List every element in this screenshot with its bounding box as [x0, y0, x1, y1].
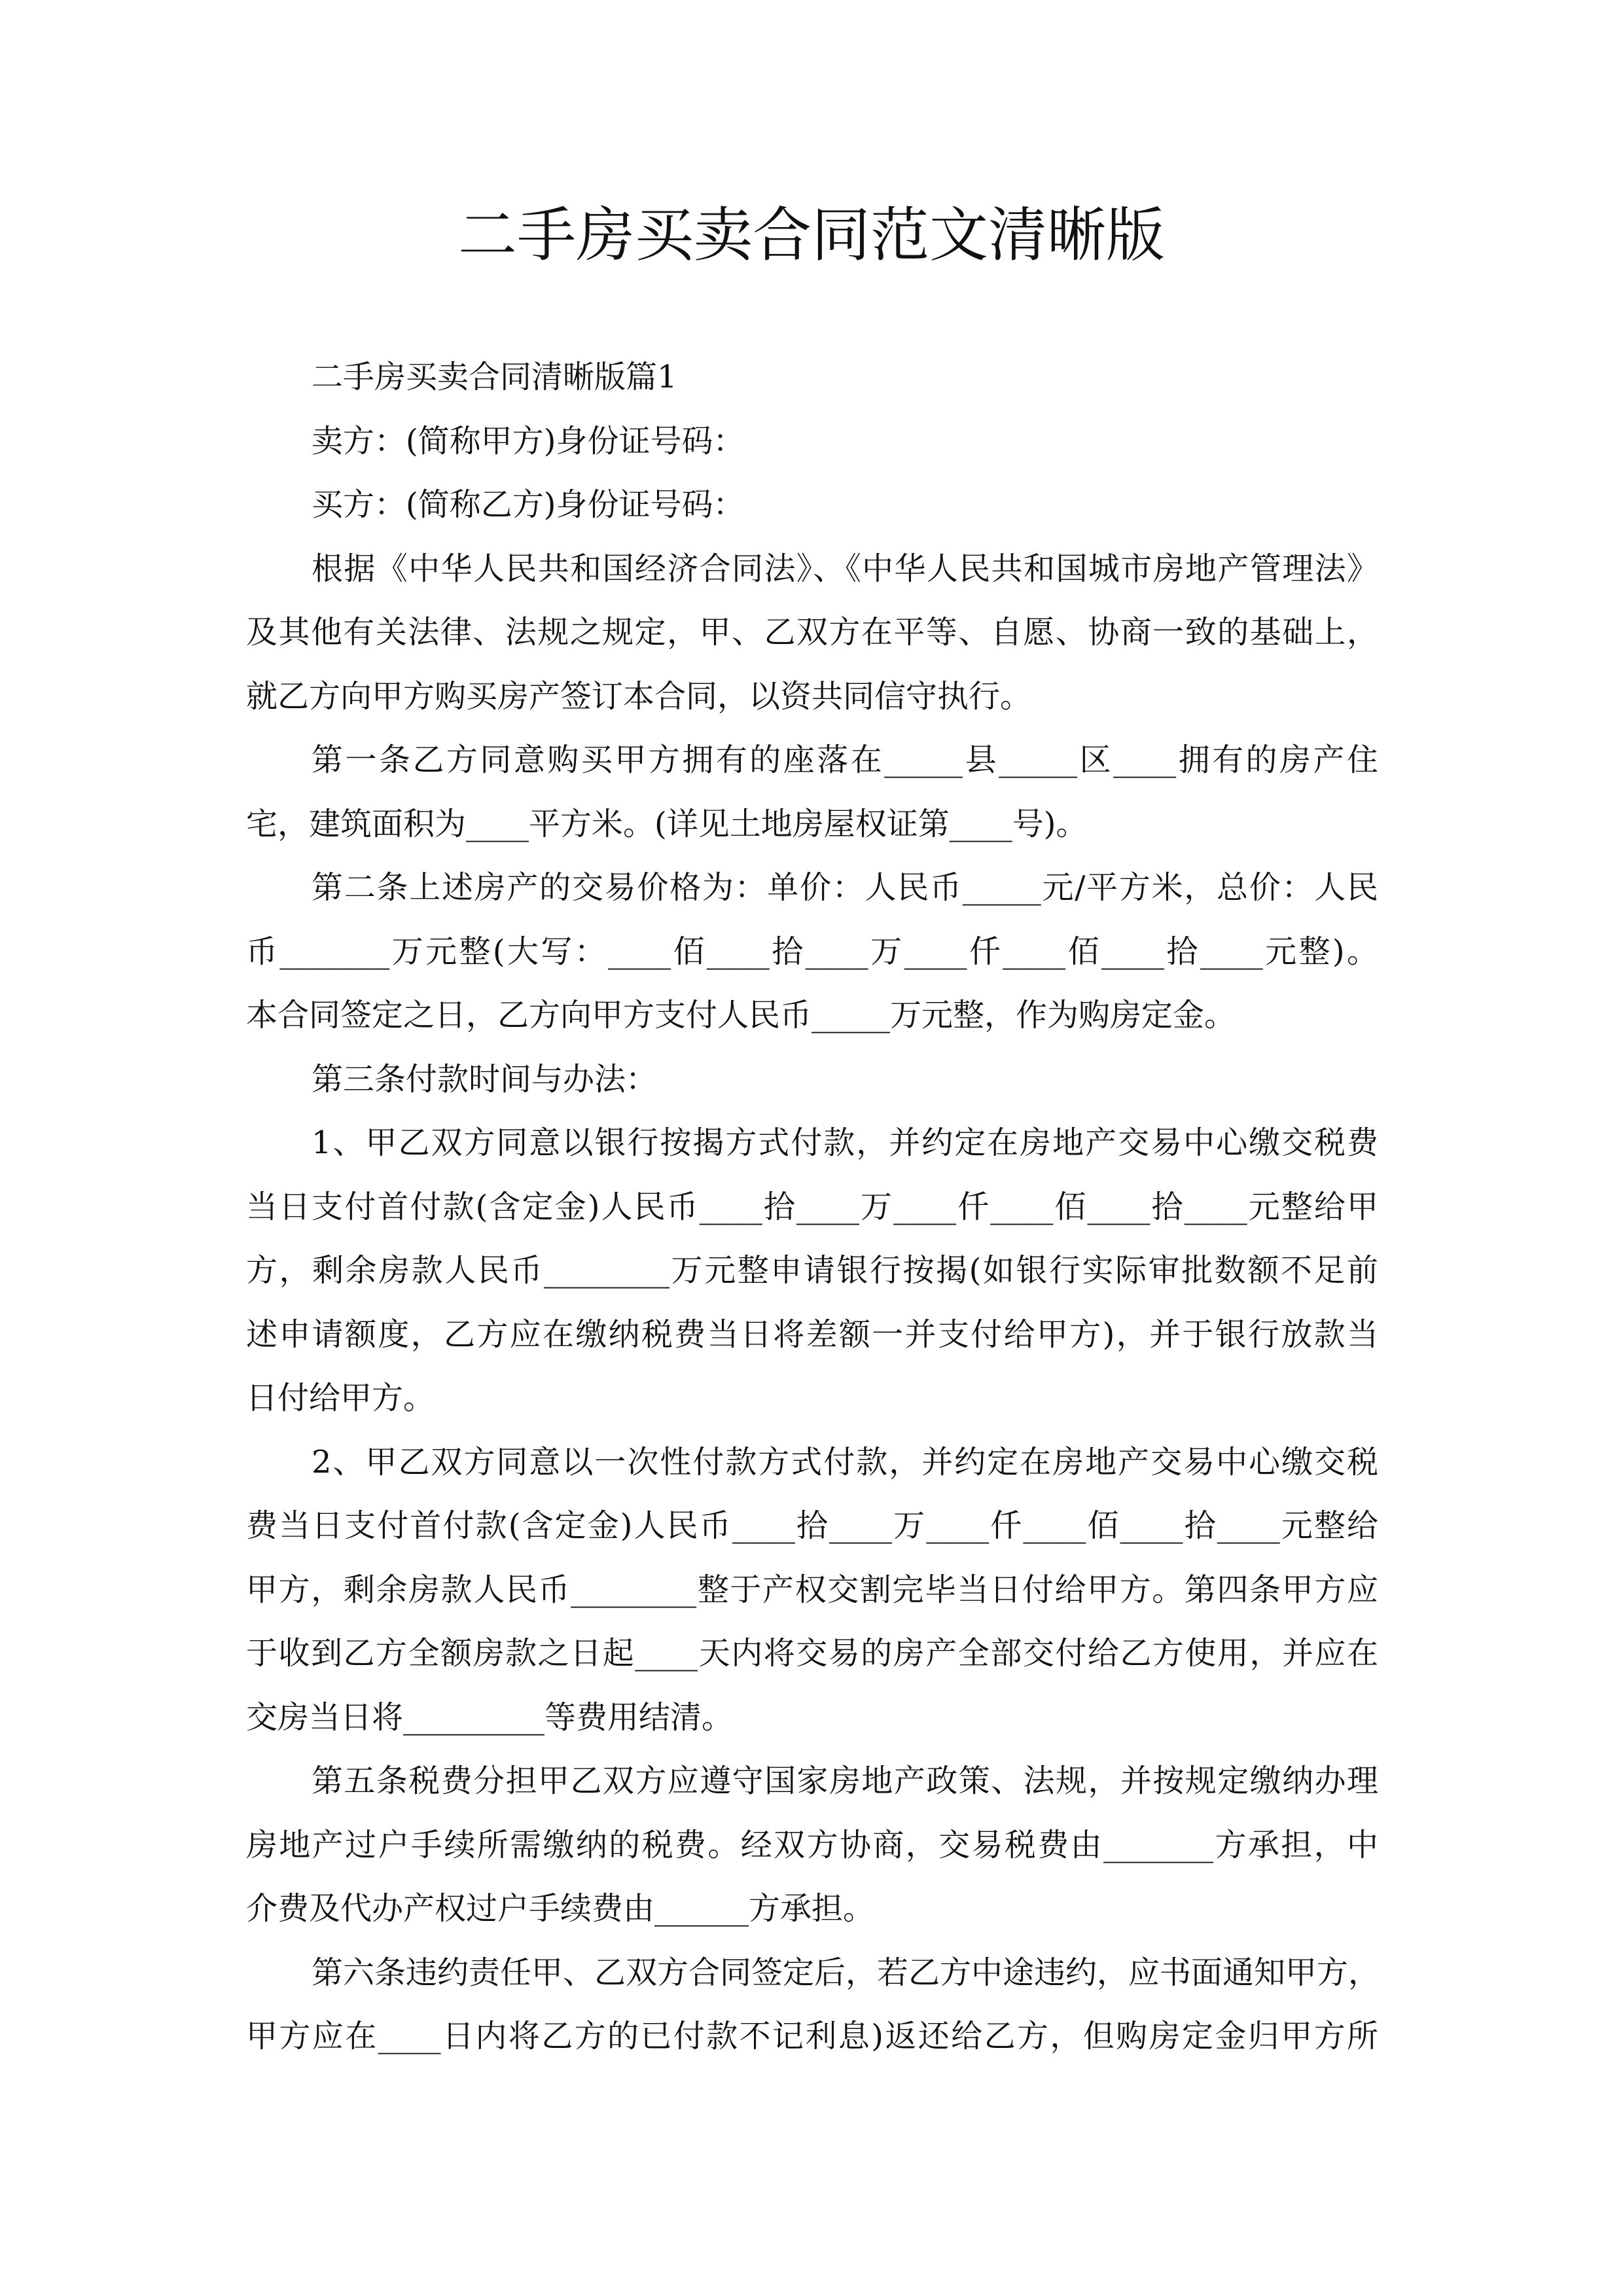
- text-line: 当日支付首付款(含定金)人民币____拾____万____仟____佰____拾____元整给甲: [246, 1188, 1378, 1225]
- paragraph: [246, 1431, 1378, 1750]
- text-line: 二手房买卖合同清晰版篇1: [312, 359, 677, 395]
- text-line: 及其他有关法律、法规之规定，甲、乙双方在平等、自愿、协商一致的基础上，: [246, 614, 1378, 651]
- paragraph: [246, 1111, 1378, 1431]
- text-line: 日付给甲方。: [246, 1380, 435, 1416]
- text-line: 甲方应在____日内将乙方的已付款不记利息)返还给乙方，但购房定金归甲方所: [246, 2018, 1378, 2054]
- text-line: 费当日支付首付款(含定金)人民币____拾____万____仟____佰____拾____元整给: [246, 1507, 1378, 1544]
- text-line: 房地产过户手续所需缴纳的税费。经双方协商，交易税费由_______方承担，中: [246, 1826, 1378, 1863]
- text-line: 宅，建筑面积为____平方米。(详见土地房屋权证第____号)。: [246, 805, 1088, 842]
- text-line: 第二条上述房产的交易价格为：单价：人民币_____元/平方米，总价：人民: [312, 869, 1378, 906]
- text-line: 第六条违约责任甲、乙双方合同签定后，若乙方中途违约，应书面通知甲方，: [312, 1954, 1380, 1991]
- text-line: 述申请额度，乙方应在缴纳税费当日将差额一并支付给甲方)，并于银行放款当: [246, 1316, 1378, 1353]
- text-line: 2、甲乙双方同意以一次性付款方式付款，并约定在房地产交易中心缴交税: [312, 1443, 1378, 1480]
- text-line: 买方：(简称乙方)身份证号码：: [312, 486, 745, 523]
- paragraph: [246, 1941, 1378, 2069]
- text-line: 1、甲乙双方同意以银行按揭方式付款，并约定在房地产交易中心缴交税费: [312, 1124, 1378, 1161]
- text-line: 本合同签定之日，乙方向甲方支付人民币_____万元整，作为购房定金。: [246, 997, 1236, 1033]
- text-line: 第五条税费分担甲乙双方应遵守国家房地产政策、法规，并按规定缴纳办理: [312, 1763, 1378, 1799]
- paragraph: [246, 1048, 1378, 1112]
- text-line: 根据《中华人民共和国经济合同法》、《中华人民共和国城市房地产管理法》: [312, 550, 1378, 587]
- paragraph: [246, 1749, 1378, 1941]
- document-body: [246, 346, 1378, 2069]
- text-line: 于收到乙方全额房款之日起____天内将交易的房产全部交付给乙方使用，并应在: [246, 1635, 1378, 1672]
- paragraph: [246, 410, 1378, 474]
- text-line: 方，剩余房款人民币________万元整申请银行按揭(如银行实际审批数额不足前: [246, 1252, 1378, 1289]
- paragraph: [246, 346, 1378, 410]
- text-line: 甲方，剩余房款人民币________整于产权交割完毕当日付给甲方。第四条甲方应: [246, 1571, 1378, 1608]
- text-line: 交房当日将_________等费用结清。: [246, 1698, 734, 1736]
- paragraph: [246, 856, 1378, 1048]
- text-line: 卖方：(简称甲方)身份证号码：: [312, 422, 745, 459]
- document-title: 二手房买卖合同范文清晰版: [458, 201, 1165, 270]
- paragraph: [246, 473, 1378, 537]
- text-line: 就乙方向甲方购买房产签订本合同，以资共同信守执行。: [246, 677, 1032, 715]
- paragraph: [246, 728, 1378, 856]
- text-line: 第三条付款时间与办法：: [312, 1060, 658, 1098]
- text-line: 介费及代办产权过户手续费由______方承担。: [246, 1890, 875, 1927]
- text-line: 币_______万元整(大写：____佰____拾____万____仟____佰____拾____元整)。: [246, 933, 1378, 970]
- text-line: 第一条乙方同意购买甲方拥有的座落在_____县_____区____拥有的房产住: [312, 742, 1378, 778]
- paragraph: [246, 537, 1378, 729]
